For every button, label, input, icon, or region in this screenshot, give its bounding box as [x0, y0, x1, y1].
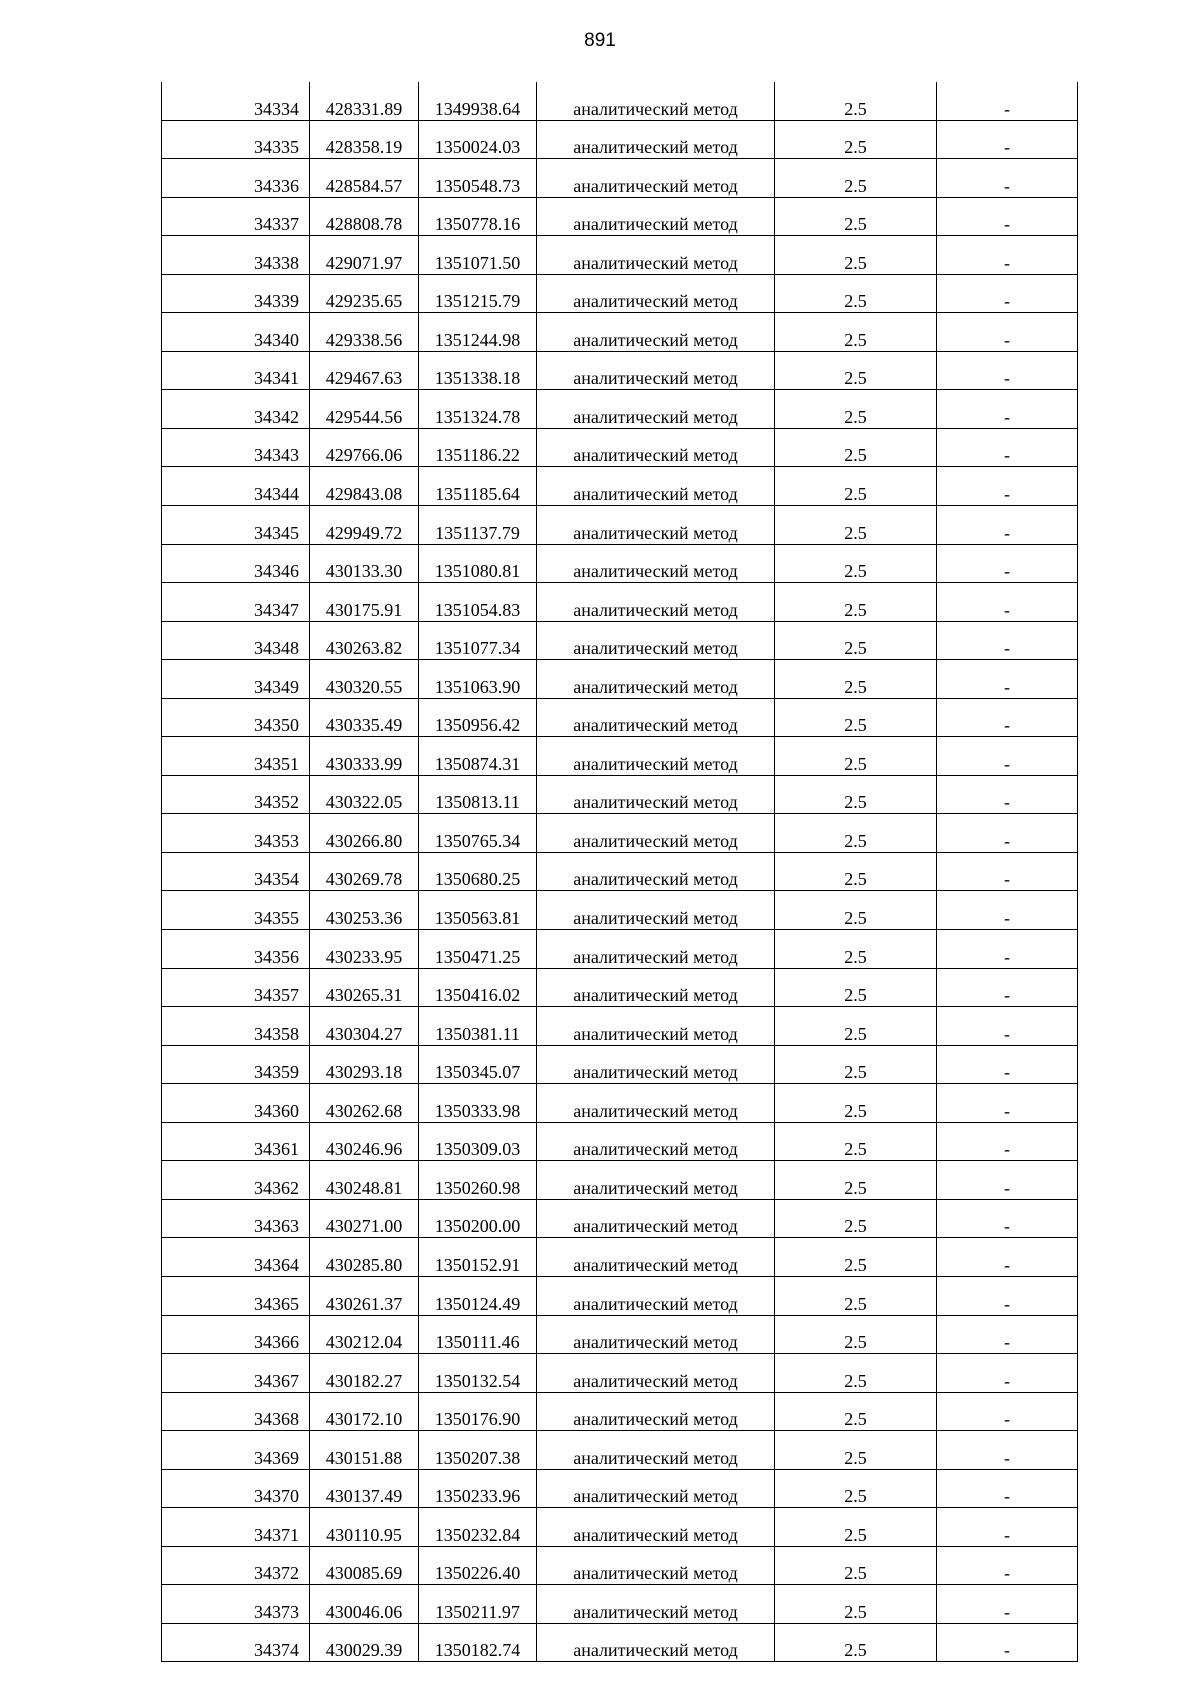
accuracy-cell: 2.5 — [775, 506, 937, 545]
y-coordinate-cell: 1350200.00 — [419, 1199, 537, 1238]
accuracy-cell: 2.5 — [775, 852, 937, 891]
point-number-cell: 34337 — [162, 197, 310, 236]
x-coordinate-cell: 430322.05 — [310, 775, 419, 814]
method-cell: аналитический метод — [537, 1546, 775, 1585]
note-cell: - — [937, 1199, 1078, 1238]
table-row — [162, 1161, 1078, 1200]
table-row — [162, 1199, 1078, 1238]
note-cell: - — [937, 1007, 1078, 1046]
method-cell: аналитический метод — [537, 1122, 775, 1161]
x-coordinate-cell: 429843.08 — [310, 467, 419, 506]
method-cell: аналитический метод — [537, 814, 775, 853]
point-number-cell: 34341 — [162, 351, 310, 390]
table-row — [162, 583, 1078, 622]
method-cell: аналитический метод — [537, 1199, 775, 1238]
note-cell: - — [937, 428, 1078, 467]
y-coordinate-cell: 1350813.11 — [419, 775, 537, 814]
accuracy-cell: 2.5 — [775, 698, 937, 737]
note-cell: - — [937, 467, 1078, 506]
note-cell: - — [937, 698, 1078, 737]
x-coordinate-cell: 430172.10 — [310, 1392, 419, 1431]
note-cell: - — [937, 390, 1078, 429]
method-cell: аналитический метод — [537, 1315, 775, 1354]
table-row — [162, 1045, 1078, 1084]
method-cell: аналитический метод — [537, 891, 775, 930]
x-coordinate-cell: 430175.91 — [310, 583, 419, 622]
accuracy-cell: 2.5 — [775, 1469, 937, 1508]
point-number-cell: 34335 — [162, 120, 310, 159]
point-number-cell: 34367 — [162, 1354, 310, 1393]
table-row — [162, 390, 1078, 429]
y-coordinate-cell: 1350111.46 — [419, 1315, 537, 1354]
note-cell: - — [937, 775, 1078, 814]
point-number-cell: 34366 — [162, 1315, 310, 1354]
x-coordinate-cell: 430269.78 — [310, 852, 419, 891]
x-coordinate-cell: 430029.39 — [310, 1623, 419, 1662]
coordinates-table-body — [162, 82, 1078, 1662]
accuracy-cell: 2.5 — [775, 583, 937, 622]
y-coordinate-cell: 1350182.74 — [419, 1623, 537, 1662]
note-cell: - — [937, 1354, 1078, 1393]
x-coordinate-cell: 430248.81 — [310, 1161, 419, 1200]
accuracy-cell: 2.5 — [775, 814, 937, 853]
y-coordinate-cell: 1351137.79 — [419, 506, 537, 545]
method-cell: аналитический метод — [537, 775, 775, 814]
x-coordinate-cell: 430293.18 — [310, 1045, 419, 1084]
point-number-cell: 34364 — [162, 1238, 310, 1277]
note-cell: - — [937, 1585, 1078, 1624]
accuracy-cell: 2.5 — [775, 1084, 937, 1123]
y-coordinate-cell: 1351186.22 — [419, 428, 537, 467]
accuracy-cell: 2.5 — [775, 236, 937, 275]
table-row — [162, 930, 1078, 969]
accuracy-cell: 2.5 — [775, 660, 937, 699]
note-cell: - — [937, 159, 1078, 198]
x-coordinate-cell: 430151.88 — [310, 1431, 419, 1470]
y-coordinate-cell: 1351080.81 — [419, 544, 537, 583]
note-cell: - — [937, 1161, 1078, 1200]
note-cell: - — [937, 583, 1078, 622]
table-row — [162, 1007, 1078, 1046]
table-row — [162, 1469, 1078, 1508]
method-cell: аналитический метод — [537, 698, 775, 737]
method-cell: аналитический метод — [537, 737, 775, 776]
method-cell: аналитический метод — [537, 852, 775, 891]
note-cell: - — [937, 814, 1078, 853]
x-coordinate-cell: 428358.19 — [310, 120, 419, 159]
note-cell: - — [937, 1546, 1078, 1585]
method-cell: аналитический метод — [537, 930, 775, 969]
table-row — [162, 1431, 1078, 1470]
table-row — [162, 1623, 1078, 1662]
x-coordinate-cell: 429235.65 — [310, 274, 419, 313]
table-row — [162, 544, 1078, 583]
table-row — [162, 1585, 1078, 1624]
accuracy-cell: 2.5 — [775, 390, 937, 429]
point-number-cell: 34338 — [162, 236, 310, 275]
method-cell: аналитический метод — [537, 1585, 775, 1624]
point-number-cell: 34350 — [162, 698, 310, 737]
table-row — [162, 660, 1078, 699]
point-number-cell: 34349 — [162, 660, 310, 699]
table-row — [162, 506, 1078, 545]
x-coordinate-cell: 430271.00 — [310, 1199, 419, 1238]
accuracy-cell: 2.5 — [775, 1431, 937, 1470]
method-cell: аналитический метод — [537, 660, 775, 699]
x-coordinate-cell: 430261.37 — [310, 1276, 419, 1315]
method-cell: аналитический метод — [537, 428, 775, 467]
x-coordinate-cell: 430285.80 — [310, 1238, 419, 1277]
x-coordinate-cell: 429949.72 — [310, 506, 419, 545]
x-coordinate-cell: 429544.56 — [310, 390, 419, 429]
y-coordinate-cell: 1350207.38 — [419, 1431, 537, 1470]
accuracy-cell: 2.5 — [775, 1045, 937, 1084]
y-coordinate-cell: 1350563.81 — [419, 891, 537, 930]
x-coordinate-cell: 430085.69 — [310, 1546, 419, 1585]
table-row — [162, 120, 1078, 159]
note-cell: - — [937, 1315, 1078, 1354]
x-coordinate-cell: 430233.95 — [310, 930, 419, 969]
accuracy-cell: 2.5 — [775, 82, 937, 120]
table-row — [162, 891, 1078, 930]
note-cell: - — [937, 1431, 1078, 1470]
method-cell: аналитический метод — [537, 621, 775, 660]
table-row — [162, 1238, 1078, 1277]
x-coordinate-cell: 430320.55 — [310, 660, 419, 699]
accuracy-cell: 2.5 — [775, 1315, 937, 1354]
y-coordinate-cell: 1350124.49 — [419, 1276, 537, 1315]
note-cell: - — [937, 313, 1078, 352]
note-cell: - — [937, 1045, 1078, 1084]
accuracy-cell: 2.5 — [775, 737, 937, 776]
point-number-cell: 34357 — [162, 968, 310, 1007]
note-cell: - — [937, 82, 1078, 120]
x-coordinate-cell: 430335.49 — [310, 698, 419, 737]
point-number-cell: 34354 — [162, 852, 310, 891]
y-coordinate-cell: 1350226.40 — [419, 1546, 537, 1585]
note-cell: - — [937, 274, 1078, 313]
point-number-cell: 34355 — [162, 891, 310, 930]
accuracy-cell: 2.5 — [775, 1392, 937, 1431]
x-coordinate-cell: 428331.89 — [310, 82, 419, 120]
accuracy-cell: 2.5 — [775, 197, 937, 236]
x-coordinate-cell: 430265.31 — [310, 968, 419, 1007]
accuracy-cell: 2.5 — [775, 159, 937, 198]
table-row — [162, 82, 1078, 120]
x-coordinate-cell: 430266.80 — [310, 814, 419, 853]
accuracy-cell: 2.5 — [775, 1199, 937, 1238]
method-cell: аналитический метод — [537, 467, 775, 506]
y-coordinate-cell: 1350260.98 — [419, 1161, 537, 1200]
x-coordinate-cell: 428808.78 — [310, 197, 419, 236]
y-coordinate-cell: 1350778.16 — [419, 197, 537, 236]
point-number-cell: 34371 — [162, 1508, 310, 1547]
x-coordinate-cell: 429338.56 — [310, 313, 419, 352]
y-coordinate-cell: 1350471.25 — [419, 930, 537, 969]
table-row — [162, 1354, 1078, 1393]
y-coordinate-cell: 1351185.64 — [419, 467, 537, 506]
x-coordinate-cell: 430304.27 — [310, 1007, 419, 1046]
note-cell: - — [937, 1623, 1078, 1662]
point-number-cell: 34372 — [162, 1546, 310, 1585]
point-number-cell: 34340 — [162, 313, 310, 352]
point-number-cell: 34369 — [162, 1431, 310, 1470]
x-coordinate-cell: 430182.27 — [310, 1354, 419, 1393]
note-cell: - — [937, 1238, 1078, 1277]
method-cell: аналитический метод — [537, 236, 775, 275]
method-cell: аналитический метод — [537, 1161, 775, 1200]
note-cell: - — [937, 544, 1078, 583]
accuracy-cell: 2.5 — [775, 775, 937, 814]
method-cell: аналитический метод — [537, 544, 775, 583]
point-number-cell: 34343 — [162, 428, 310, 467]
y-coordinate-cell: 1350765.34 — [419, 814, 537, 853]
x-coordinate-cell: 430110.95 — [310, 1508, 419, 1547]
table-row — [162, 814, 1078, 853]
y-coordinate-cell: 1351077.34 — [419, 621, 537, 660]
point-number-cell: 34368 — [162, 1392, 310, 1431]
y-coordinate-cell: 1351071.50 — [419, 236, 537, 275]
y-coordinate-cell: 1351215.79 — [419, 274, 537, 313]
point-number-cell: 34358 — [162, 1007, 310, 1046]
accuracy-cell: 2.5 — [775, 1585, 937, 1624]
y-coordinate-cell: 1351063.90 — [419, 660, 537, 699]
y-coordinate-cell: 1350309.03 — [419, 1122, 537, 1161]
note-cell: - — [937, 1122, 1078, 1161]
table-row — [162, 197, 1078, 236]
accuracy-cell: 2.5 — [775, 467, 937, 506]
x-coordinate-cell: 429467.63 — [310, 351, 419, 390]
note-cell: - — [937, 737, 1078, 776]
note-cell: - — [937, 621, 1078, 660]
table-row — [162, 467, 1078, 506]
accuracy-cell: 2.5 — [775, 1007, 937, 1046]
table-row — [162, 1392, 1078, 1431]
point-number-cell: 34344 — [162, 467, 310, 506]
accuracy-cell: 2.5 — [775, 1238, 937, 1277]
y-coordinate-cell: 1350132.54 — [419, 1354, 537, 1393]
table-row — [162, 1276, 1078, 1315]
method-cell: аналитический метод — [537, 1045, 775, 1084]
method-cell: аналитический метод — [537, 1238, 775, 1277]
method-cell: аналитический метод — [537, 351, 775, 390]
point-number-cell: 34334 — [162, 82, 310, 120]
method-cell: аналитический метод — [537, 583, 775, 622]
y-coordinate-cell: 1350956.42 — [419, 698, 537, 737]
point-number-cell: 34336 — [162, 159, 310, 198]
x-coordinate-cell: 430333.99 — [310, 737, 419, 776]
accuracy-cell: 2.5 — [775, 351, 937, 390]
point-number-cell: 34348 — [162, 621, 310, 660]
table-row — [162, 1122, 1078, 1161]
method-cell: аналитический метод — [537, 1508, 775, 1547]
point-number-cell: 34361 — [162, 1122, 310, 1161]
table-row — [162, 159, 1078, 198]
note-cell: - — [937, 1508, 1078, 1547]
accuracy-cell: 2.5 — [775, 1122, 937, 1161]
method-cell: аналитический метод — [537, 1392, 775, 1431]
x-coordinate-cell: 430212.04 — [310, 1315, 419, 1354]
x-coordinate-cell: 430133.30 — [310, 544, 419, 583]
point-number-cell: 34351 — [162, 737, 310, 776]
table-row — [162, 313, 1078, 352]
accuracy-cell: 2.5 — [775, 891, 937, 930]
point-number-cell: 34365 — [162, 1276, 310, 1315]
table-row — [162, 1315, 1078, 1354]
accuracy-cell: 2.5 — [775, 544, 937, 583]
x-coordinate-cell: 428584.57 — [310, 159, 419, 198]
x-coordinate-cell: 430137.49 — [310, 1469, 419, 1508]
x-coordinate-cell: 429071.97 — [310, 236, 419, 275]
page-number: 891 — [584, 30, 616, 51]
y-coordinate-cell: 1350333.98 — [419, 1084, 537, 1123]
accuracy-cell: 2.5 — [775, 621, 937, 660]
note-cell: - — [937, 197, 1078, 236]
accuracy-cell: 2.5 — [775, 1354, 937, 1393]
note-cell: - — [937, 852, 1078, 891]
note-cell: - — [937, 660, 1078, 699]
point-number-cell: 34356 — [162, 930, 310, 969]
x-coordinate-cell: 430253.36 — [310, 891, 419, 930]
y-coordinate-cell: 1350024.03 — [419, 120, 537, 159]
accuracy-cell: 2.5 — [775, 1546, 937, 1585]
point-number-cell: 34374 — [162, 1623, 310, 1662]
point-number-cell: 34370 — [162, 1469, 310, 1508]
point-number-cell: 34352 — [162, 775, 310, 814]
accuracy-cell: 2.5 — [775, 930, 937, 969]
y-coordinate-cell: 1350176.90 — [419, 1392, 537, 1431]
y-coordinate-cell: 1350416.02 — [419, 968, 537, 1007]
table-row — [162, 737, 1078, 776]
method-cell: аналитический метод — [537, 1623, 775, 1662]
point-number-cell: 34359 — [162, 1045, 310, 1084]
table-row — [162, 698, 1078, 737]
method-cell: аналитический метод — [537, 159, 775, 198]
point-number-cell: 34362 — [162, 1161, 310, 1200]
y-coordinate-cell: 1350152.91 — [419, 1238, 537, 1277]
note-cell: - — [937, 120, 1078, 159]
note-cell: - — [937, 968, 1078, 1007]
y-coordinate-cell: 1350233.96 — [419, 1469, 537, 1508]
table-row — [162, 274, 1078, 313]
y-coordinate-cell: 1350345.07 — [419, 1045, 537, 1084]
accuracy-cell: 2.5 — [775, 313, 937, 352]
table-row — [162, 236, 1078, 275]
method-cell: аналитический метод — [537, 82, 775, 120]
note-cell: - — [937, 506, 1078, 545]
accuracy-cell: 2.5 — [775, 1276, 937, 1315]
y-coordinate-cell: 1350874.31 — [419, 737, 537, 776]
table-row — [162, 621, 1078, 660]
table-row — [162, 775, 1078, 814]
table-row — [162, 968, 1078, 1007]
note-cell: - — [937, 891, 1078, 930]
note-cell: - — [937, 1392, 1078, 1431]
method-cell: аналитический метод — [537, 1431, 775, 1470]
method-cell: аналитический метод — [537, 506, 775, 545]
point-number-cell: 34347 — [162, 583, 310, 622]
table-row — [162, 1546, 1078, 1585]
y-coordinate-cell: 1350548.73 — [419, 159, 537, 198]
accuracy-cell: 2.5 — [775, 1623, 937, 1662]
y-coordinate-cell: 1351324.78 — [419, 390, 537, 429]
method-cell: аналитический метод — [537, 390, 775, 429]
method-cell: аналитический метод — [537, 1469, 775, 1508]
point-number-cell: 34373 — [162, 1585, 310, 1624]
note-cell: - — [937, 930, 1078, 969]
accuracy-cell: 2.5 — [775, 1161, 937, 1200]
method-cell: аналитический метод — [537, 274, 775, 313]
note-cell: - — [937, 1469, 1078, 1508]
y-coordinate-cell: 1351054.83 — [419, 583, 537, 622]
y-coordinate-cell: 1350381.11 — [419, 1007, 537, 1046]
note-cell: - — [937, 1084, 1078, 1123]
method-cell: аналитический метод — [537, 313, 775, 352]
note-cell: - — [937, 351, 1078, 390]
point-number-cell: 34353 — [162, 814, 310, 853]
table-row — [162, 428, 1078, 467]
x-coordinate-cell: 430046.06 — [310, 1585, 419, 1624]
point-number-cell: 34363 — [162, 1199, 310, 1238]
accuracy-cell: 2.5 — [775, 274, 937, 313]
y-coordinate-cell: 1350680.25 — [419, 852, 537, 891]
method-cell: аналитический метод — [537, 1354, 775, 1393]
point-number-cell: 34342 — [162, 390, 310, 429]
point-number-cell: 34346 — [162, 544, 310, 583]
table-row — [162, 852, 1078, 891]
point-number-cell: 34339 — [162, 274, 310, 313]
x-coordinate-cell: 430263.82 — [310, 621, 419, 660]
y-coordinate-cell: 1349938.64 — [419, 82, 537, 120]
method-cell: аналитический метод — [537, 1276, 775, 1315]
accuracy-cell: 2.5 — [775, 968, 937, 1007]
method-cell: аналитический метод — [537, 197, 775, 236]
method-cell: аналитический метод — [537, 120, 775, 159]
table-row — [162, 1084, 1078, 1123]
point-number-cell: 34345 — [162, 506, 310, 545]
table-row — [162, 351, 1078, 390]
y-coordinate-cell: 1351244.98 — [419, 313, 537, 352]
x-coordinate-cell: 430246.96 — [310, 1122, 419, 1161]
method-cell: аналитический метод — [537, 968, 775, 1007]
x-coordinate-cell: 430262.68 — [310, 1084, 419, 1123]
note-cell: - — [937, 1276, 1078, 1315]
note-cell: - — [937, 236, 1078, 275]
point-number-cell: 34360 — [162, 1084, 310, 1123]
y-coordinate-cell: 1351338.18 — [419, 351, 537, 390]
method-cell: аналитический метод — [537, 1007, 775, 1046]
accuracy-cell: 2.5 — [775, 1508, 937, 1547]
y-coordinate-cell: 1350211.97 — [419, 1585, 537, 1624]
x-coordinate-cell: 429766.06 — [310, 428, 419, 467]
accuracy-cell: 2.5 — [775, 428, 937, 467]
method-cell: аналитический метод — [537, 1084, 775, 1123]
y-coordinate-cell: 1350232.84 — [419, 1508, 537, 1547]
coordinates-table — [161, 82, 1078, 1662]
table-row — [162, 1508, 1078, 1547]
accuracy-cell: 2.5 — [775, 120, 937, 159]
